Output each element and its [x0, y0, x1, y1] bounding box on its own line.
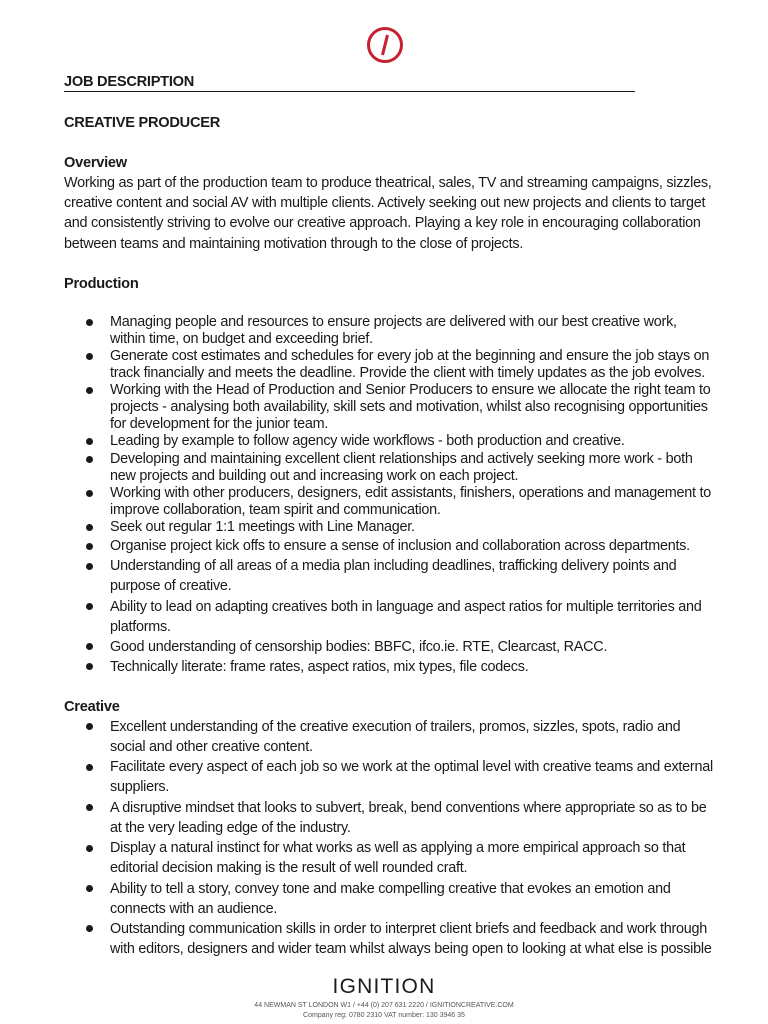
list-item [64, 657, 714, 677]
list-item-text: Working with the Head of Production and Senior Producers to ensure we allocate the right team to projects - analysing both availability, skill sets and motivation, whilst also recognising opportunities for development for the junior team. [110, 382, 711, 433]
list-item [64, 382, 714, 433]
list-item-text: Understanding of all areas of a media plan including deadlines, trafficking delivery points and purpose of creative. [110, 558, 677, 595]
list-item-text: Good understanding of censorship bodies: BBFC, ifco.ie. RTE, Clearcast, RACC. [110, 638, 608, 655]
list-item-text: Technically literate: frame rates, aspect ratios, mix types, file codecs. [110, 658, 529, 675]
bullet-icon [86, 663, 93, 670]
overview-section [64, 153, 714, 254]
list-item-text: Organise project kick offs to ensure a sense of inclusion and collaboration across departments. [110, 538, 690, 555]
creative-list [64, 717, 714, 959]
list-item-text: Developing and maintaining excellent client relationships and actively seeking more work - both new projects and building out and increasing work on each project. [110, 450, 693, 484]
bullet-icon [86, 723, 93, 730]
bullet-icon [86, 353, 93, 360]
list-item-text: Managing people and resources to ensure projects are delivered with our best creative work, within time, on budget and exceeding brief. [110, 313, 677, 347]
list-item-text: Working with other producers, designers, edit assistants, finishers, operations and management to improve collaboration, team spirit and communication. [110, 484, 712, 518]
page-footer [0, 975, 768, 1021]
list-item [64, 485, 714, 519]
bullet-icon [86, 925, 93, 932]
bullet-icon [86, 524, 93, 531]
role-title: CREATIVE PRODUCER [64, 115, 221, 131]
creative-heading: Creative [64, 698, 120, 715]
brand-wordmark: IGNITION [332, 975, 436, 998]
list-item-text: A disruptive mindset that looks to subvert, break, bend conventions where appropriate so as to be at the very leading edge of the industry. [110, 799, 707, 836]
overview-text: Working as part of the production team to produce theatrical, sales, TV and streaming campaigns, sizzles, creative content and social AV with multiple clients. Actively seeking out new projects and clients to target and consistently striving to evolve our creative approach. Playing a key role in encouraging collaboration between teams and maintaining motivation through to the close of projects. [64, 175, 712, 252]
bullet-icon [86, 490, 93, 497]
bullet-icon [86, 885, 93, 892]
bullet-icon [86, 603, 93, 610]
document-body [64, 72, 714, 959]
footer-address: 44 NEWMAN ST LONDON W1 / +44 (0) 207 631 2220 / IGNITIONCREATIVE.COM [254, 1002, 514, 1009]
document-type-heading: JOB DESCRIPTION [64, 74, 195, 90]
list-item-text: Display a natural instinct for what works as well as applying a more empirical approach so that editorial decision making is the result of well rounded craft. [110, 840, 686, 877]
list-item-text: Leading by example to follow agency wide workflows - both production and creative. [110, 433, 625, 450]
bullet-icon [86, 764, 93, 771]
list-item [64, 597, 714, 637]
list-item-text: Facilitate every aspect of each job so we work at the optimal level with creative teams and external suppliers. [110, 759, 713, 796]
list-item [64, 879, 714, 919]
footer-registration: Company reg: 0780 2310 VAT number: 130 3946 35 [303, 1012, 465, 1019]
list-item [64, 637, 714, 657]
list-item [64, 757, 714, 797]
production-list [64, 314, 714, 677]
list-item-text: Excellent understanding of the creative execution of trailers, promos, sizzles, spots, radio and social and other creative content. [110, 718, 681, 756]
heading-rule [64, 91, 635, 92]
list-item-text: Outstanding communication skills in order to interpret client briefs and feedback and work through with editors, designers and wider team whilst always being open to looking at what else is possible [110, 920, 712, 958]
production-section [64, 274, 714, 677]
bullet-icon [86, 438, 93, 445]
bullet-icon [86, 563, 93, 570]
list-item [64, 451, 714, 485]
production-heading: Production [64, 275, 139, 292]
list-item [64, 433, 714, 450]
list-item [64, 919, 714, 959]
list-item-text: Generate cost estimates and schedules for every job at the beginning and ensure the job stays on track financially and meets the deadline. Provide the client with timely updates as the job evolves. [110, 348, 710, 381]
bullet-icon [86, 804, 93, 811]
list-item [64, 536, 714, 556]
list-item-text: Ability to lead on adapting creatives both in language and aspect ratios for multiple territories and platforms. [110, 598, 702, 635]
bullet-icon [86, 543, 93, 550]
bullet-icon [86, 643, 93, 650]
list-item [64, 314, 714, 348]
list-item [64, 556, 714, 596]
creative-section [64, 697, 714, 959]
bullet-icon [86, 319, 93, 326]
list-item-text: Seek out regular 1:1 meetings with Line Manager. [110, 518, 415, 535]
bullet-icon [86, 845, 93, 852]
list-item [64, 838, 714, 878]
overview-heading: Overview [64, 155, 127, 171]
list-item [64, 798, 714, 838]
list-item [64, 717, 714, 757]
list-item [64, 348, 714, 382]
bullet-icon [86, 456, 93, 463]
ignition-logo-icon [366, 26, 404, 64]
list-item-text: Ability to tell a story, convey tone and make compelling creative that evokes an emotion and connects with an audience. [110, 880, 671, 917]
bullet-icon [86, 387, 93, 394]
list-item [64, 519, 714, 536]
